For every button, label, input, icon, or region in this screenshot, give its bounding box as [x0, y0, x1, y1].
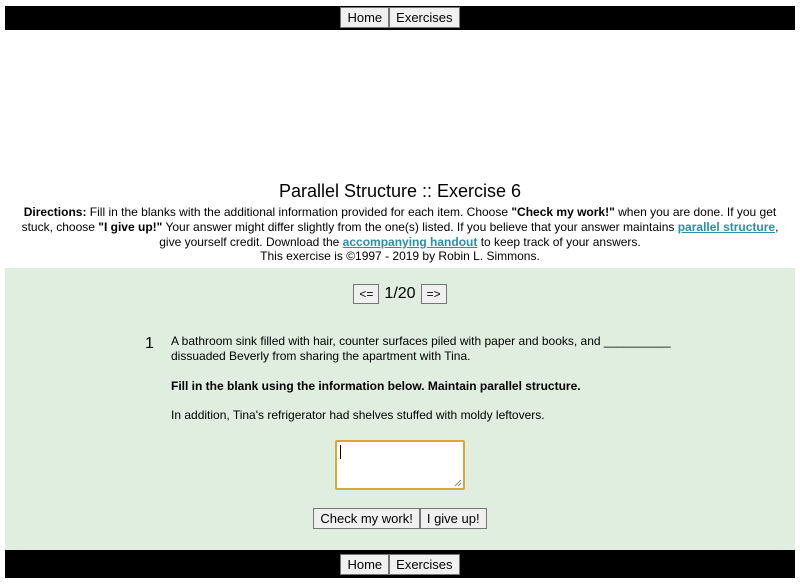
i-give-up-button[interactable]: I give up!: [420, 508, 487, 529]
home-button-bottom[interactable]: Home: [340, 554, 389, 575]
question-info: In addition, Tina's refrigerator had shelves stuffed with moldy leftovers.: [171, 408, 545, 422]
question-instruction: Fill in the blank using the information below. Maintain parallel structure.: [171, 379, 581, 393]
bottom-navbar: [5, 550, 795, 578]
directions-text: [14, 205, 786, 264]
exercises-button[interactable]: Exercises: [389, 7, 459, 28]
action-buttons: [0, 508, 800, 529]
directions-part-4: , give yourself credit. Download the: [159, 219, 779, 249]
pager: [0, 284, 800, 304]
question-counter: 1/20: [384, 285, 416, 302]
resize-grip-icon[interactable]: [454, 479, 462, 487]
directions-part-5: to keep track of your answers.: [477, 234, 641, 249]
check-my-work-button[interactable]: Check my work!: [313, 508, 419, 529]
directions-part-3: Your answer might differ slightly from the one(s) listed. If you believe that your answer maintains: [162, 219, 678, 234]
giveup-hint: "I give up!": [98, 219, 163, 234]
directions-part-2: when you are done. If you get stuck, choose: [21, 205, 777, 234]
question-text: A bathroom sink filled with hair, counter surfaces piled with paper and books, and __________ dissuaded Beverly from sharing the apartment with Tina.: [171, 334, 671, 363]
directions-label: Directions:: [23, 205, 87, 219]
question-number: 1: [145, 335, 154, 352]
prev-button[interactable]: <=: [353, 284, 379, 304]
answer-textarea[interactable]: [335, 440, 465, 490]
text-caret: [340, 445, 341, 459]
home-button[interactable]: Home: [340, 7, 389, 28]
parallel-structure-link[interactable]: parallel structure: [677, 219, 776, 234]
copyright-text: This exercise is ©1997 - 2019 by Robin L. Simmons.: [260, 249, 540, 264]
top-navbar: [5, 6, 795, 30]
directions-part-1: Fill in the blanks with the additional information provided for each item. Choose: [86, 205, 512, 219]
exercises-button-bottom[interactable]: Exercises: [389, 554, 459, 575]
accompanying-handout-link[interactable]: accompanying handout: [342, 234, 478, 249]
check-hint: "Check my work!": [511, 205, 615, 219]
page-title: Parallel Structure :: Exercise 6: [278, 181, 522, 201]
next-button[interactable]: =>: [421, 284, 447, 304]
